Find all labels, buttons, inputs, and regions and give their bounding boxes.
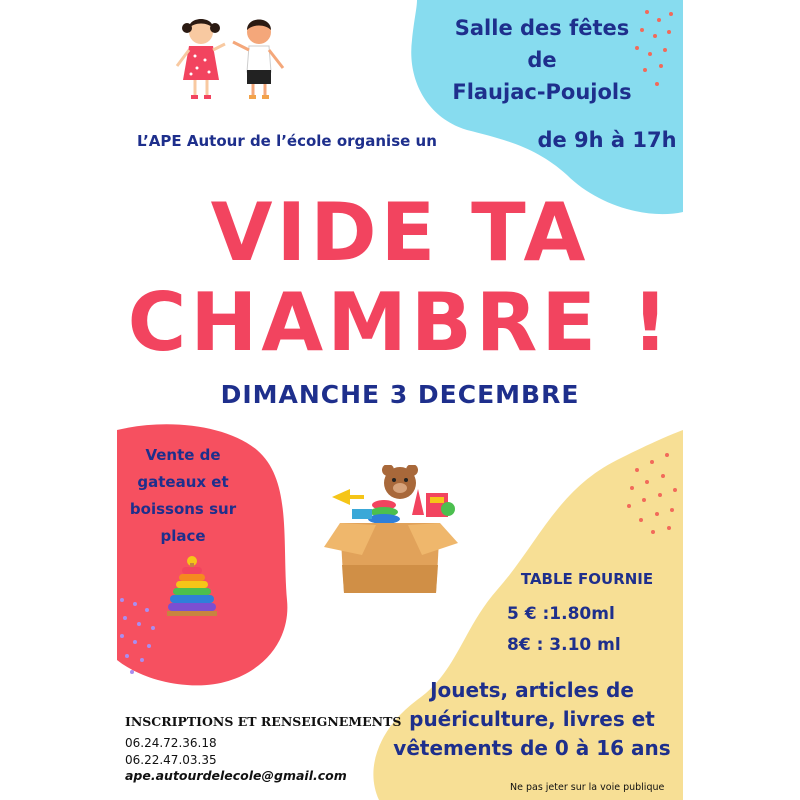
event-date: DIMANCHE 3 DECEMBRE bbox=[220, 380, 580, 409]
venue-block bbox=[417, 12, 667, 108]
refreshments-line4: place bbox=[160, 527, 206, 545]
venue-line1: Salle des fêtes bbox=[454, 16, 630, 40]
contact-title: INSCRIPTIONS ET RENSEIGNEMENTS bbox=[125, 714, 402, 729]
main-title bbox=[117, 188, 683, 368]
items-line1: Jouets, articles de bbox=[430, 678, 634, 702]
phone-number-1: 06.24.72.36.18 bbox=[125, 736, 217, 750]
teddy-bear bbox=[382, 465, 418, 499]
hours: de 9h à 17h bbox=[537, 128, 677, 152]
table-title: TABLE FOURNIE bbox=[520, 570, 654, 588]
price-small-table: 5 € :1.80ml bbox=[507, 604, 615, 624]
litter-notice: Ne pas jeter sur la voie publique bbox=[510, 782, 665, 793]
refreshments-line2: gateaux et bbox=[137, 473, 229, 491]
price-large-table: 8€ : 3.10 ml bbox=[507, 635, 621, 655]
items-line2: puériculture, livres et bbox=[409, 707, 655, 731]
refreshments-text bbox=[123, 442, 243, 550]
venue-line2: de bbox=[527, 48, 557, 72]
boy-figure bbox=[233, 20, 283, 100]
venue-line3: Flaujac-Poujols bbox=[452, 80, 632, 104]
toy-box-illustration bbox=[322, 465, 462, 595]
contact-email: ape.autourdelecole@gmail.com bbox=[125, 768, 347, 783]
items-line3: vêtements de 0 à 16 ans bbox=[393, 736, 671, 760]
poster bbox=[117, 0, 683, 800]
organiser-text: L’APE Autour de l’école organise un bbox=[137, 132, 437, 150]
items-description bbox=[387, 676, 677, 763]
cardboard-box bbox=[324, 523, 458, 593]
girl-figure bbox=[177, 19, 225, 99]
children-illustration bbox=[167, 10, 297, 102]
phone-number-2: 06.22.47.03.35 bbox=[125, 753, 217, 767]
stacking-rings-toy bbox=[167, 555, 217, 617]
title-line2: CHAMBRE ! bbox=[127, 276, 673, 369]
refreshments-line3: boissons sur bbox=[129, 500, 237, 518]
refreshments-line1: Vente de bbox=[145, 446, 221, 464]
title-line1: VIDE TA bbox=[210, 186, 590, 279]
